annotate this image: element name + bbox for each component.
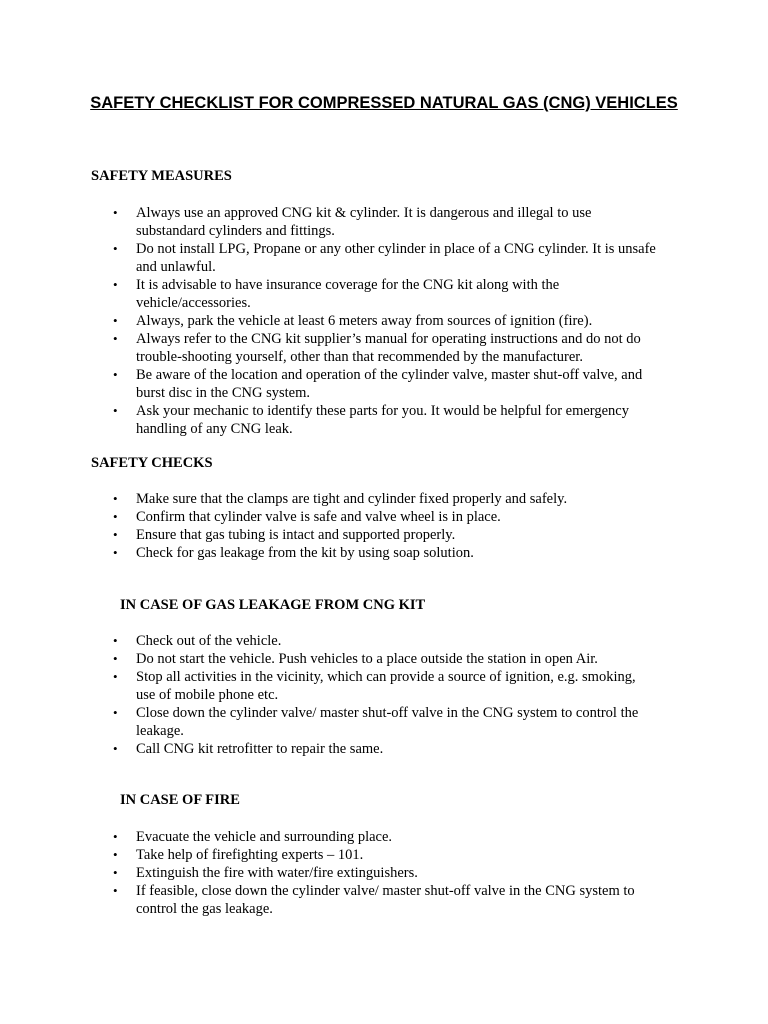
bullet-icon: •: [113, 313, 118, 328]
list-item: [0, 882, 676, 918]
bullet-icon: •: [113, 883, 118, 898]
bullet-icon: •: [113, 331, 118, 346]
list-item: [0, 402, 676, 438]
bullet-icon: •: [113, 403, 118, 418]
list-item-text: Check out of the vehicle.: [136, 633, 282, 649]
list-item-text: Be aware of the location and operation of the cylinder valve, master shut-off valve, and burst disc in the CNG system.: [136, 367, 643, 401]
list-item: [0, 490, 676, 508]
list-item-text: Take help of firefighting experts – 101.: [136, 847, 364, 863]
list-item-text: If feasible, close down the cylinder valve/ master shut-off valve in the CNG system to control the gas leakage.: [136, 883, 635, 917]
list-item-text: Always use an approved CNG kit & cylinder. It is dangerous and illegal to use substandard cylinders and fittings.: [136, 205, 592, 239]
list-item: [0, 704, 676, 740]
document-title: SAFETY CHECKLIST FOR COMPRESSED NATURAL GAS (CNG) VEHICLES: [90, 94, 678, 112]
list-item-text: Stop all activities in the vicinity, which can provide a source of ignition, e.g. smoking, use of mobile phone etc.: [136, 669, 636, 703]
bullet-icon: •: [113, 205, 118, 220]
bullet-icon: •: [113, 509, 118, 524]
section-heading-gas-leakage: IN CASE OF GAS LEAKAGE FROM CNG KIT: [120, 597, 426, 613]
list-item-text: Always, park the vehicle at least 6 meters away from sources of ignition (fire).: [136, 313, 593, 329]
section-heading-fire: IN CASE OF FIRE: [120, 792, 240, 808]
list-item-text: Ensure that gas tubing is intact and supported properly.: [136, 527, 456, 543]
list-item-text: Always refer to the CNG kit supplier’s manual for operating instructions and do not do trouble-shooting yourself, other than that recommended by the manufacturer.: [136, 331, 641, 365]
list-item: [0, 312, 676, 330]
list-item: [0, 864, 676, 882]
bullet-icon: •: [113, 651, 118, 666]
list-item-text: Make sure that the clamps are tight and cylinder fixed properly and safely.: [136, 491, 568, 507]
list-item-text: Evacuate the vehicle and surrounding place.: [136, 829, 393, 845]
list-item: [0, 846, 676, 864]
list-item: [0, 526, 676, 544]
list-item: [0, 632, 676, 650]
list-item: [0, 204, 676, 240]
list-item: [0, 330, 676, 366]
bullet-icon: •: [113, 545, 118, 560]
list-item-text: Do not install LPG, Propane or any other cylinder in place of a CNG cylinder. It is unsafe and unlawful.: [136, 241, 656, 275]
section-heading-safety-measures: SAFETY MEASURES: [91, 168, 232, 184]
bullet-icon: •: [113, 829, 118, 844]
list-item: [0, 828, 676, 846]
bullet-icon: •: [113, 847, 118, 862]
list-item: [0, 366, 676, 402]
list-fire: [0, 828, 768, 918]
list-gas-leakage: [0, 632, 768, 758]
list-item-text: Close down the cylinder valve/ master shut-off valve in the CNG system to control the leakage.: [136, 705, 639, 739]
bullet-icon: •: [113, 241, 118, 256]
list-item: [0, 740, 676, 758]
list-item-text: Call CNG kit retrofitter to repair the same.: [136, 741, 384, 757]
bullet-icon: •: [113, 491, 118, 506]
list-item: [0, 276, 676, 312]
bullet-icon: •: [113, 367, 118, 382]
list-item: [0, 544, 676, 562]
bullet-icon: •: [113, 741, 118, 756]
list-safety-measures: [0, 204, 768, 438]
section-heading-safety-checks: SAFETY CHECKS: [91, 455, 213, 471]
list-item-text: Ask your mechanic to identify these parts for you. It would be helpful for emergency handling of any CNG leak.: [136, 403, 629, 437]
list-item: [0, 240, 676, 276]
bullet-icon: •: [113, 527, 118, 542]
list-item: [0, 668, 676, 704]
list-item: [0, 650, 676, 668]
list-item-text: Extinguish the fire with water/fire extinguishers.: [136, 865, 418, 881]
bullet-icon: •: [113, 633, 118, 648]
list-safety-checks: [0, 490, 768, 562]
list-item: [0, 508, 676, 526]
bullet-icon: •: [113, 277, 118, 292]
list-item-text: Confirm that cylinder valve is safe and valve wheel is in place.: [136, 509, 501, 525]
list-item-text: It is advisable to have insurance coverage for the CNG kit along with the vehicle/accessories.: [136, 277, 560, 311]
bullet-icon: •: [113, 669, 118, 684]
list-item-text: Check for gas leakage from the kit by using soap solution.: [136, 545, 474, 561]
bullet-icon: •: [113, 705, 118, 720]
list-item-text: Do not start the vehicle. Push vehicles to a place outside the station in open Air.: [136, 651, 598, 667]
bullet-icon: •: [113, 865, 118, 880]
